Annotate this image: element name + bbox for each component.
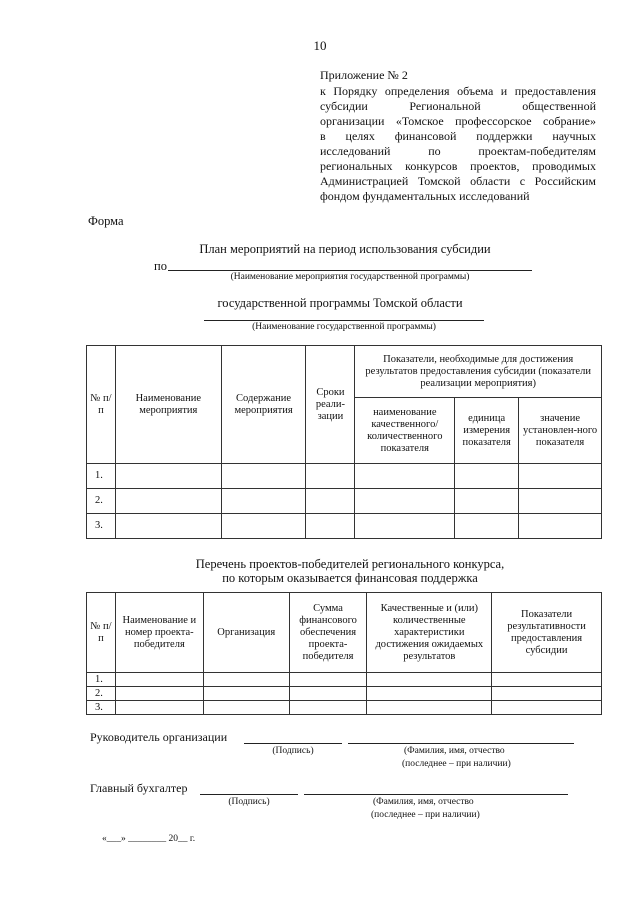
row-number: 3. [87,701,116,715]
po-label: по [154,259,167,273]
appendix-line: организации «Томское профессорское собрание» [320,114,596,128]
table-row [87,673,602,687]
appendix-line: Администрацией Томской области с Российским [320,174,596,188]
table-cell[interactable] [115,687,203,701]
table-cell[interactable] [519,464,602,489]
table-cell[interactable] [367,687,492,701]
table-row [87,701,602,715]
row-number: 3. [87,514,116,539]
list-title-line2: по которым оказывается финансовая поддержка [222,571,478,585]
head-fio-caption-note: (последнее – при наличии) [402,759,511,769]
col-no-header: № п/п [87,593,116,673]
table-cell[interactable] [519,514,602,539]
table-cell[interactable] [221,514,306,539]
state-program-line[interactable] [204,320,484,321]
col-quality-header: Качественные и (или) количественные характеристики достижения ожидаемых результатов [367,593,492,673]
table-cell[interactable] [492,673,602,687]
table-row [87,464,602,489]
table-cell[interactable] [203,687,289,701]
table-cell[interactable] [306,464,355,489]
col-org-header: Организация [203,593,289,673]
table-cell[interactable] [203,701,289,715]
table-cell[interactable] [289,701,367,715]
accountant-signature-line[interactable] [200,794,298,795]
table-cell[interactable] [115,514,221,539]
head-fio-caption: (Фамилия, имя, отчество [404,746,505,756]
table-cell[interactable] [455,489,519,514]
appendix-line: к Порядку определения объема и предоставления [320,84,596,98]
table-cell[interactable] [355,514,455,539]
row-number: 1. [87,673,116,687]
table-row [87,514,602,539]
table-cell[interactable] [221,489,306,514]
table-cell[interactable] [221,464,306,489]
table-cell[interactable] [355,489,455,514]
col-sum-header: Сумма финансового обеспечения проекта-победителя [289,593,367,673]
accountant-sign-caption: (Подпись) [228,797,270,807]
col-ind-unit-header: единица измерения показателя [455,398,519,464]
table-cell[interactable] [355,464,455,489]
appendix-line: субсидии Региональной общественной [320,99,596,113]
table-cell[interactable] [115,489,221,514]
col-ind-value-header: значение установлен-ного показателя [519,398,602,464]
appendix-title: Приложение № 2 [320,68,408,82]
accountant-fio-caption-note: (последнее – при наличии) [371,810,480,820]
page-number: 10 [313,38,327,53]
table-row [87,687,602,701]
table-cell[interactable] [203,673,289,687]
col-indicators-header: Показатели, необходимые для достижения результатов предоставления субсидии (показатели реализации мероприятия) [355,346,602,398]
appendix-line: фондом фундаментальных исследований [320,189,530,203]
row-number: 1. [87,464,116,489]
table-cell[interactable] [367,701,492,715]
projects-table [86,592,602,715]
head-sign-caption: (Подпись) [272,746,314,756]
table-cell[interactable] [115,464,221,489]
head-label: Руководитель организации [90,730,228,744]
head-fio-line[interactable] [348,743,574,744]
table-cell[interactable] [519,489,602,514]
col-ind-name-header: наименование качественного/ количественного показателя [355,398,455,464]
list-title-line1: Перечень проектов-победителей регионального конкурса, [195,557,505,571]
appendix-line: в целях финансовой поддержки научных [320,129,596,143]
accountant-label: Главный бухгалтер [90,781,188,795]
col-name-header: Наименование мероприятия [115,346,221,464]
table-cell[interactable] [455,464,519,489]
table-cell[interactable] [492,701,602,715]
head-signature-line[interactable] [244,743,342,744]
table-cell[interactable] [289,673,367,687]
table-cell[interactable] [455,514,519,539]
row-number: 2. [87,489,116,514]
appendix-line: региональных конкурсов проектов, проводимых [320,159,596,173]
table-row [87,489,602,514]
accountant-fio-line[interactable] [304,794,568,795]
table-cell[interactable] [306,489,355,514]
table-cell[interactable] [115,673,203,687]
program-caption: (Наименование мероприятия государственной программы) [230,272,470,282]
col-performance-header: Показатели результативности предоставления субсидии [492,593,602,673]
col-project-name-header: Наименование и номер проекта-победителя [115,593,203,673]
table-cell[interactable] [367,673,492,687]
appendix-line: исследований по проектам-победителям [320,144,596,158]
plan-table [86,345,602,539]
table-cell[interactable] [492,687,602,701]
table-cell[interactable] [306,514,355,539]
table-cell[interactable] [115,701,203,715]
state-program-label: государственной программы Томской области [217,296,463,310]
accountant-fio-caption: (Фамилия, имя, отчество [373,797,474,807]
date-line[interactable]: «___» ________ 20__ г. [102,834,196,844]
row-number: 2. [87,687,116,701]
program-name-line[interactable] [168,270,532,271]
form-label: Форма [88,214,124,228]
col-no-header: № п/п [87,346,116,464]
col-terms-header: Сроки реали-зации [306,346,355,464]
state-program-caption: (Наименование государственной программы) [252,322,436,332]
col-content-header: Содержание мероприятия [221,346,306,464]
plan-title: План мероприятий на период использования субсидии [199,242,491,256]
table-cell[interactable] [289,687,367,701]
